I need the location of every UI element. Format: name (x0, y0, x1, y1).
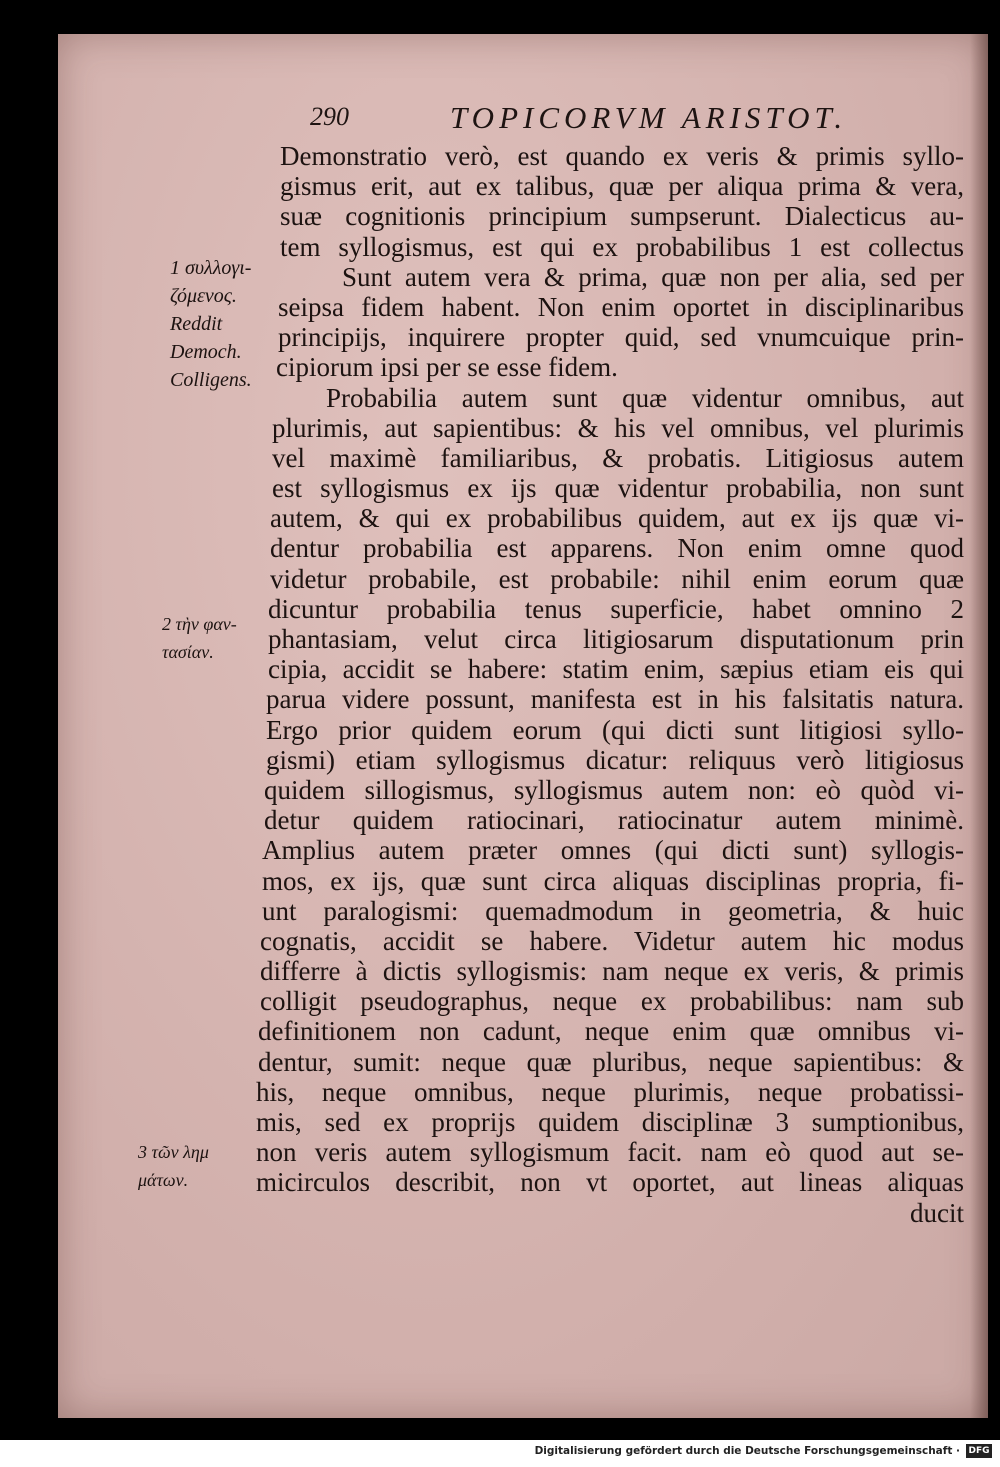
funding-credit: Digitalisierung gefördert durch die Deutsche Forschungsgemeinschaft · (534, 1445, 960, 1457)
margin-note-1: 1 συλλογι- ζόμενος. Reddit Democh. Colligens. (170, 257, 252, 391)
text-line: definitionem non cadunt, neque enim quæ omnibus vi- (258, 1016, 964, 1047)
text-line: est syllogismus ex ijs quæ videntur probabilia, non sunt (272, 473, 964, 504)
text-line: quidem sillogismus, syllogismus autem non: eò quòd vi- (264, 774, 964, 805)
text-line: phantasiam, velut circa litigiosarum disputationum prin (268, 624, 964, 654)
text-line: Ergo prior quidem eorum (qui dicti sunt litigiosi syllo- (266, 714, 964, 745)
text-line: seipsa fidem habent. Non enim oportet in disciplinaribus (278, 291, 964, 322)
dfg-logo: DFG (966, 1444, 992, 1458)
text-line: principijs, inquirere propter quid, sed vnumcuique prin- (278, 322, 964, 353)
text-line: cipiorum ipsi per se esse fidem. (276, 352, 618, 383)
text-line: dentur probabilia est apparens. Non enim omne quod (270, 533, 964, 564)
text-line: Amplius autem præter omnes (qui dicti sunt) syllogis- (262, 835, 964, 866)
text-line: micirculos describit, non vt oportet, aut lineas aliquas (256, 1167, 964, 1198)
text-line: colligit pseudographus, neque ex probabilibus: nam sub (260, 986, 964, 1017)
page-header (58, 102, 988, 142)
footer-bar (0, 1440, 1000, 1467)
running-title: TOPICORVM ARISTOT. (450, 100, 848, 135)
text-line: suæ cognitionis principium sumpserunt. Dialecticus au- (280, 201, 964, 232)
text-line: mos, ex ijs, quæ sunt circa aliquas disciplinas propria, fi- (262, 865, 964, 896)
text-line: autem, & qui ex probabilibus quidem, aut ex ijs quæ vi- (270, 503, 964, 534)
text-line: videtur probabile, est probabile: nihil enim eorum quæ (270, 563, 964, 594)
text-line: gismus erit, aut ex talibus, quæ per aliqua prima & vera, (280, 171, 964, 202)
text-line: gismi) etiam syllogismus dicatur: reliquus verò litigiosus (266, 744, 964, 775)
text-line: plurimis, aut sapientibus: & his vel omnibus, vel plurimis (272, 412, 964, 443)
text-line: cipia, accidit se habere: statim enim, sæpius etiam eis qui (268, 654, 964, 685)
text-line: dentur, sumit: neque quæ pluribus, neque sapientibus: & (258, 1046, 964, 1077)
catchword: ducit (910, 1197, 964, 1228)
text-line: non veris autem syllogismum facit. nam eò quod aut se- (256, 1137, 964, 1168)
text-line: parua videre possunt, manifesta est in his falsitatis natura. (266, 684, 964, 715)
book-page (58, 34, 988, 1418)
margin-note-2: 2 τὴν φαν- τασίαν. (162, 614, 237, 662)
text-line: dicuntur probabilia tenus superficie, habet omnino 2 (268, 593, 964, 624)
text-line: differre à dictis syllogismis: nam neque ex veris, & primis (260, 956, 964, 987)
text-line: Demonstratio verò, est quando ex veris & primis syllo- (280, 141, 964, 171)
main-text-block (256, 141, 964, 1228)
text-line: Sunt autem vera & prima, quæ non per alia, sed per (342, 261, 964, 292)
text-line: Probabilia autem sunt quæ videntur omnibus, aut (326, 382, 964, 413)
text-line: detur quidem ratiocinari, ratiocinatur autem minimè. (264, 805, 964, 836)
page-gutter-shadow (970, 34, 988, 1418)
text-line: tem syllogismus, est qui ex probabilibus 1 est collectus (280, 231, 964, 262)
text-line: his, neque omnibus, neque plurimis, neque probatissi- (256, 1076, 964, 1107)
folio-number: 290 (310, 102, 349, 131)
text-line: mis, sed ex proprijs quidem disciplinæ 3 sumptionibus, (256, 1107, 964, 1137)
margin-note-3: 3 τῶν λημ μάτων. (138, 1142, 209, 1190)
text-line: unt paralogismi: quemadmodum in geometria, & huic (262, 895, 964, 926)
text-line: vel maximè familiaribus, & probatis. Litigiosus autem (272, 442, 964, 473)
text-line: cognatis, accidit se habere. Videtur autem hic modus (260, 925, 964, 956)
